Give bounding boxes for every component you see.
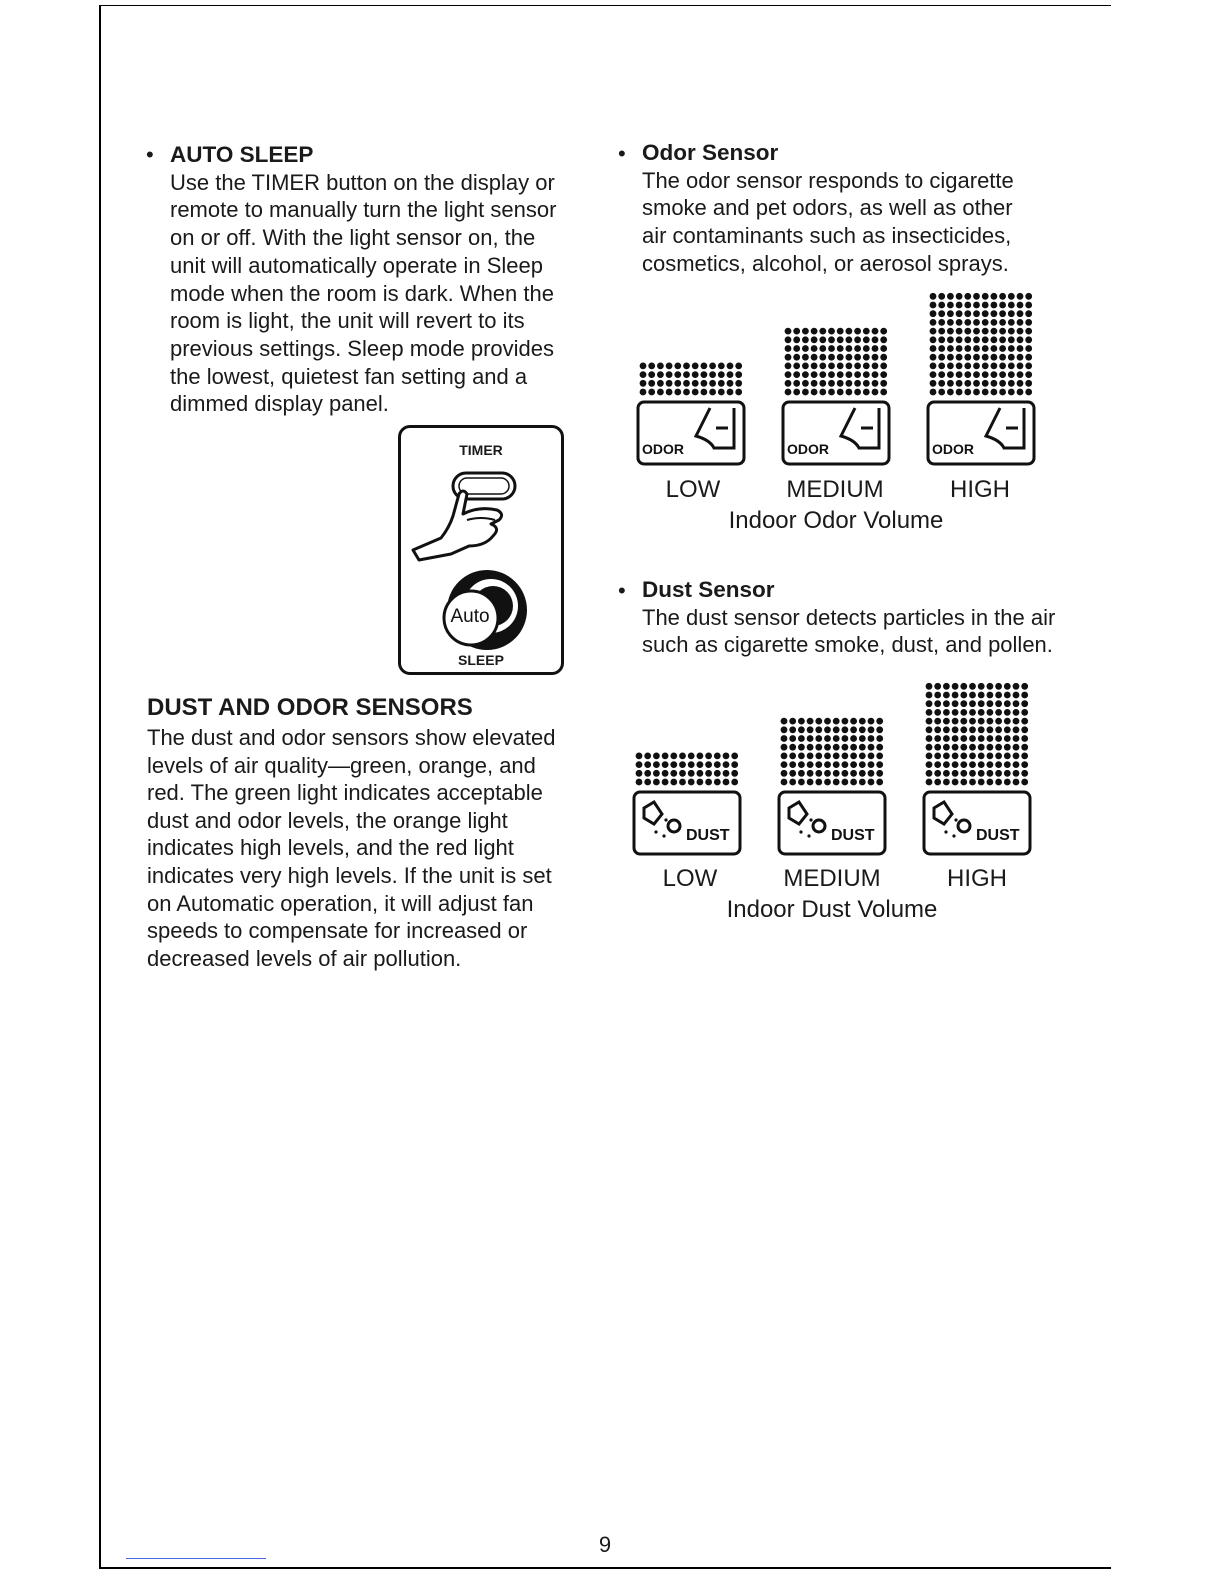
dust-icon-label: DUST [686,827,730,844]
page-border-left [99,5,101,1569]
dust-sensor-icon [924,792,1030,854]
dust-level-high: HIGH [947,865,1007,892]
auto-sleep-title: AUTO SLEEP [170,142,314,167]
dust-sensor-body: The dust sensor detects particles in the air such as cigarette smoke, dust, and pollen. [642,604,1056,658]
odor-icon-label: ODOR [642,441,684,457]
control-panel-illustration [398,425,564,675]
dust-icon-label: DUST [831,827,875,844]
timer-label: TIMER [459,442,503,458]
sleep-label: SLEEP [458,652,504,668]
dust-level-chart [626,678,1056,868]
dust-sensor-icon [779,792,885,854]
dust-chart-caption: Indoor Dust Volume [726,896,938,923]
level-dot-column-low [636,753,739,786]
page-number: 9 [598,1532,612,1557]
level-dot-column-medium [785,328,888,396]
dust-odor-body: The dust and odor sensors show elevated levels of air quality—green, orange, and red. The green light indicates acceptable dust and odor levels, the orange light indicates high levels, and the red light indicates very high levels. If the unit is set on Automatic operation, it will adjust fan speeds to compensate for increased or decreased levels of air pollution. [147,725,556,971]
odor-sensor-icon [928,402,1034,464]
level-dot-column-high [930,293,1033,396]
auto-sleep-section [170,141,610,418]
bullet-dot: • [618,141,626,166]
dust-sensor-icon [634,792,740,854]
dust-sensor-section [642,576,1102,659]
dust-odor-heading: DUST AND ODOR SENSORS [147,694,473,721]
odor-chart-caption: Indoor Odor Volume [728,507,944,534]
odor-sensor-body: The odor sensor responds to cigarette smoke and pet odors, as well as other air contaminants such as insecticides, cosmetics, alcohol, or aerosol sprays. [642,167,1014,276]
level-dot-column-high [926,683,1029,786]
dust-level-medium: MEDIUM [783,865,881,892]
auto-sleep-body: Use the TIMER button on the display or remote to manually turn the light sensor on or off. With the light sensor on, the unit will automatically operate in Sleep mode when the room is dark. When the room is light, the unit will revert to its previous settings. Sleep mode provides the lowest, quietest fan setting and a dimmed display panel. [170,169,557,417]
footer-rule [126,1558,266,1559]
bullet-dot: • [618,578,626,603]
odor-icon-label: ODOR [932,441,974,457]
dust-level-low: LOW [662,865,718,892]
level-dot-column-low [640,363,743,396]
page-border-bottom [99,1567,1111,1569]
auto-label: Auto [450,606,490,627]
odor-level-chart [630,288,1060,478]
level-dot-column-medium [781,718,884,786]
odor-sensor-icon [783,402,889,464]
dust-icon-label: DUST [976,827,1020,844]
odor-sensor-icon [638,402,744,464]
dust-sensor-title: Dust Sensor [642,577,775,602]
page-border-top [99,5,1111,6]
odor-icon-label: ODOR [787,441,829,457]
bullet-dot: • [146,142,154,167]
odor-level-low: LOW [665,476,721,503]
odor-sensor-section [642,139,1092,278]
odor-sensor-title: Odor Sensor [642,140,779,165]
odor-level-high: HIGH [950,476,1010,503]
odor-level-medium: MEDIUM [786,476,884,503]
